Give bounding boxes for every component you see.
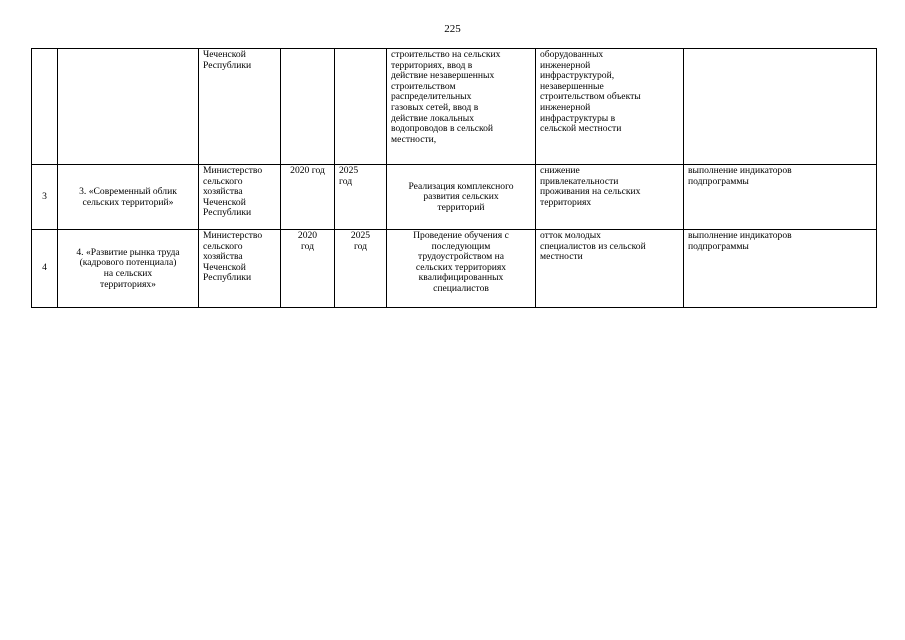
cell-text-line: Республики xyxy=(203,207,252,219)
cell-text-line: привлекательности xyxy=(540,175,619,187)
event-name-cell xyxy=(58,165,199,230)
cell-text-line: газовых сетей, ввод в xyxy=(391,101,479,113)
cell-text-line: Проведение обучения с xyxy=(413,230,509,241)
cell-text-line: Реализация комплексного xyxy=(408,180,514,192)
cell-text-line: распределительных xyxy=(391,91,472,103)
cell-text-line: оборудованных xyxy=(540,49,604,60)
cell-text-line: инфраструктуры в xyxy=(540,112,616,124)
end-date-cell xyxy=(335,49,387,165)
cell-text-line: сельских территорий» xyxy=(82,196,174,208)
page-number: 225 xyxy=(444,23,461,35)
table-row xyxy=(32,165,877,230)
cell-text-line: сельских территориях xyxy=(415,261,507,273)
cell-text-line: территориях xyxy=(540,196,592,208)
cell-text-line: (кадрового потенциала) xyxy=(79,257,177,269)
cell-text-line: строительством объекты xyxy=(540,91,641,103)
consequences-cell xyxy=(536,165,684,230)
end-date-cell xyxy=(335,165,387,230)
indicator-link-cell xyxy=(684,230,877,308)
program-events-table xyxy=(31,48,877,308)
row-number-cell: 3 xyxy=(32,165,58,230)
cell-text-line: территориях» xyxy=(100,278,156,290)
cell-text-line: проживания на сельских xyxy=(540,186,641,198)
cell-text-line: подпрограммы xyxy=(688,240,749,252)
start-date-cell xyxy=(281,230,335,308)
cell-text-line: Министерство xyxy=(203,165,263,176)
event-name-cell xyxy=(58,49,199,165)
cell-text-line: незавершенные xyxy=(540,80,604,92)
cell-text-line: водопроводов в сельской xyxy=(391,123,494,135)
end-date-cell xyxy=(335,230,387,308)
indicator-link-cell xyxy=(684,165,877,230)
cell-text-line: 2020 xyxy=(297,230,318,241)
consequences-cell xyxy=(536,230,684,308)
cell-text-line: на сельских xyxy=(103,268,153,279)
cell-text-line: Республики xyxy=(203,59,252,71)
cell-text-line: трудоустройством на xyxy=(418,251,504,263)
cell-text-line: строительство на сельских xyxy=(391,49,501,60)
cell-text-line: сельского xyxy=(203,240,243,252)
expected-result-cell xyxy=(387,230,536,308)
cell-text-line: 4. «Развитие рынка труда xyxy=(76,246,180,258)
cell-text-line: 2025 xyxy=(350,230,371,241)
start-date-cell xyxy=(281,165,335,230)
cell-text-line: местности, xyxy=(391,133,437,145)
cell-text-line: Республики xyxy=(203,272,252,284)
executor-cell xyxy=(199,230,281,308)
cell-text-line: отток молодых xyxy=(540,230,601,241)
cell-text-line: сельской местности xyxy=(540,123,622,135)
cell-text-line: год xyxy=(339,175,353,187)
cell-text-line: местности xyxy=(540,251,583,263)
event-name-cell xyxy=(58,230,199,308)
cell-text-line: выполнение индикаторов xyxy=(688,165,792,176)
cell-text-line: Министерство xyxy=(203,230,263,241)
cell-text-line: хозяйства xyxy=(203,186,243,198)
cell-text-line: 2025 xyxy=(339,165,359,176)
cell-text-line: действие незавершенных xyxy=(391,70,495,82)
expected-result-cell xyxy=(387,165,536,230)
row-number-cell xyxy=(32,49,58,165)
cell-text-line: квалифицированных xyxy=(418,272,504,284)
cell-text-line: 3. «Современный облик xyxy=(79,185,177,197)
cell-text-line: сельского xyxy=(203,175,243,187)
cell-text-line: последующим xyxy=(431,240,491,252)
table-row xyxy=(32,230,877,308)
table-row xyxy=(32,49,877,165)
cell-text-line: Чеченской xyxy=(203,196,246,208)
cell-text-line: специалистов из сельской xyxy=(540,240,646,252)
cell-text-line: год xyxy=(353,240,368,252)
cell-text-line: специалистов xyxy=(433,282,489,294)
cell-text-line: инженерной xyxy=(540,59,591,71)
row-number-cell: 4 xyxy=(32,230,58,308)
cell-text-line: год xyxy=(300,240,315,252)
cell-text-line: Чеченской xyxy=(203,49,246,60)
cell-text-line: 2020 год xyxy=(290,165,325,176)
executor-cell xyxy=(199,49,281,165)
executor-cell xyxy=(199,165,281,230)
cell-text-line: подпрограммы xyxy=(688,175,749,187)
cell-text-line: строительством xyxy=(391,80,456,92)
cell-text-line: действие локальных xyxy=(391,112,475,124)
cell-text-line: снижение xyxy=(540,165,580,176)
cell-text-line: выполнение индикаторов xyxy=(688,230,792,241)
cell-text-line: территориях, ввод в xyxy=(391,59,473,71)
cell-text-line: инфраструктурой, xyxy=(540,70,615,82)
expected-result-cell xyxy=(387,49,536,165)
cell-text-line: хозяйства xyxy=(203,251,243,263)
consequences-cell xyxy=(536,49,684,165)
cell-text-line: развития сельских xyxy=(423,191,499,203)
start-date-cell xyxy=(281,49,335,165)
cell-text-line: Чеченской xyxy=(203,261,246,273)
cell-text-line: инженерной xyxy=(540,101,591,113)
cell-text-line: территорий xyxy=(437,201,485,213)
indicator-link-cell xyxy=(684,49,877,165)
